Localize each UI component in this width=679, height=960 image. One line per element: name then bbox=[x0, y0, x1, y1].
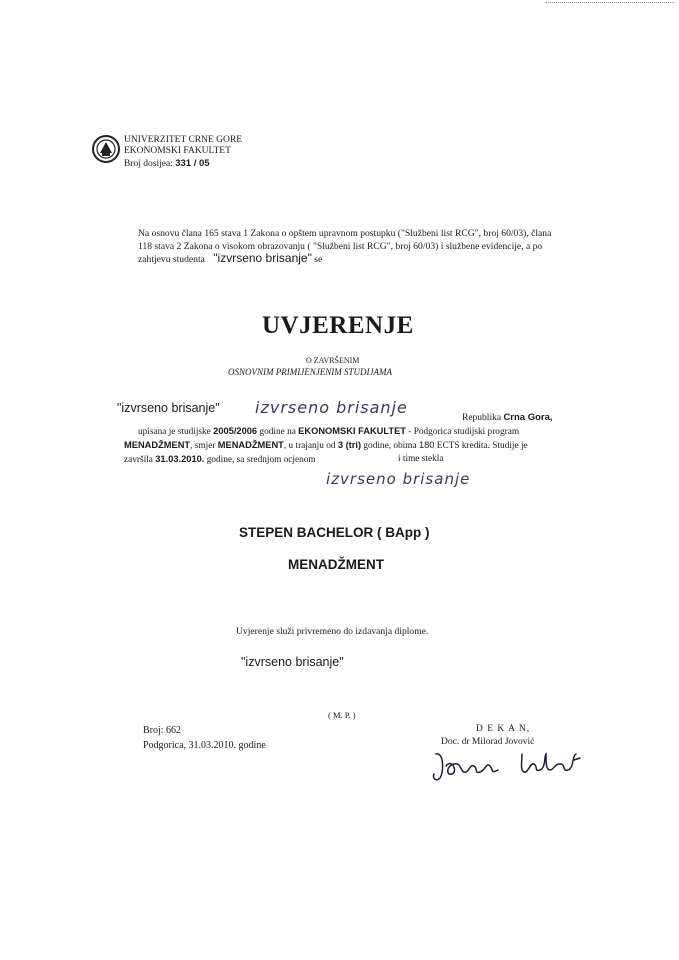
dean-title: D E K A N, bbox=[476, 724, 531, 734]
body-line-2 bbox=[138, 426, 519, 437]
dean-signature bbox=[430, 748, 590, 789]
document-number: Broj: 662 bbox=[143, 725, 182, 736]
redacted-name-bottom: "izvrseno brisanje" bbox=[241, 655, 344, 669]
major-name: MENADŽMENT bbox=[217, 440, 284, 450]
duration: 3 (tri) bbox=[337, 440, 362, 450]
faculty-name: EKONOMSKI FAKULTET bbox=[124, 146, 231, 156]
dossier-label: Broj dosijea: bbox=[124, 159, 173, 169]
dean-name: Doc. dr Milorad Jovović bbox=[441, 737, 535, 747]
place-date: Podgorica, 31.03.2010. godine bbox=[143, 740, 266, 751]
stamp-placeholder: ( M. P. ) bbox=[328, 710, 356, 720]
body-line-3 bbox=[124, 440, 528, 451]
document-title: UVJERENJE bbox=[262, 312, 414, 339]
republic-line bbox=[462, 412, 553, 423]
program-name: MENADŽMENT bbox=[124, 440, 191, 450]
body-text: ECTS kredita. Studije je bbox=[436, 441, 528, 451]
enrollment-year: 2005/2006 bbox=[213, 426, 258, 436]
intro-line-1: Na osnovu člana 165 stava 1 Zakona o opštem upravnom postupku ("Službeni list RCG", broj 60/03), člana bbox=[138, 228, 552, 239]
top-scan-edge bbox=[545, 2, 675, 3]
body-text: , smjer bbox=[190, 441, 216, 451]
dossier-number: 331 / 05 bbox=[175, 158, 210, 169]
intro-line-3 bbox=[138, 251, 322, 265]
graduation-date: 31.03.2010. bbox=[155, 454, 205, 464]
degree-title: STEPEN BACHELOR ( BApp ) bbox=[239, 525, 430, 540]
dossier-line bbox=[124, 158, 210, 170]
notice-text: Uvjerenje služi privremeno do izdavanja diplome. bbox=[236, 626, 429, 637]
redacted-name-body: "izvrseno brisanje" bbox=[117, 401, 220, 415]
degree-field: MENADŽMENT bbox=[288, 557, 384, 572]
body-text: , u trajanju od bbox=[283, 441, 336, 451]
body-text: godine, sa srednjom ocjenom bbox=[206, 455, 316, 465]
intro-suffix: se bbox=[314, 254, 323, 265]
body-text: upisana je studijske bbox=[138, 427, 211, 437]
handwritten-redaction-1: izvrseno brisanje bbox=[255, 398, 408, 417]
redacted-name-intro: "izvrseno brisanje" bbox=[213, 251, 312, 265]
body-text: godine, obima bbox=[363, 441, 417, 451]
faculty-bold: EKONOMSKI FAKULTET bbox=[298, 426, 406, 436]
body-text: godine na bbox=[259, 427, 296, 437]
body-text: završila bbox=[124, 455, 153, 465]
title-sub-2: OSNOVNIM PRIMIJENJENIM STUDIJAMA bbox=[228, 367, 392, 377]
intro-line-2: 118 stava 2 Zakona o visokom obrazovanju ( "Službeni list RCG", broj 60/03) i službene evidencije, a po bbox=[138, 241, 543, 252]
ects-credits: 180 bbox=[418, 440, 435, 450]
republic-name: Crna Gora, bbox=[503, 412, 553, 423]
intro-prefix: zahtjevu studenta bbox=[138, 254, 205, 265]
handwritten-redaction-2: izvrseno brisanje bbox=[326, 470, 471, 488]
body-text: - Podgorica studijski program bbox=[408, 427, 520, 437]
republic-prefix: Republika bbox=[462, 413, 502, 423]
university-logo bbox=[92, 134, 120, 164]
body-line-4 bbox=[124, 454, 316, 465]
title-sub-1: O ZAVRŠENIM bbox=[306, 356, 360, 365]
university-name: UNIVERZITET CRNE GORE bbox=[124, 135, 243, 145]
body-line-4-end: i time stekla bbox=[398, 454, 444, 464]
